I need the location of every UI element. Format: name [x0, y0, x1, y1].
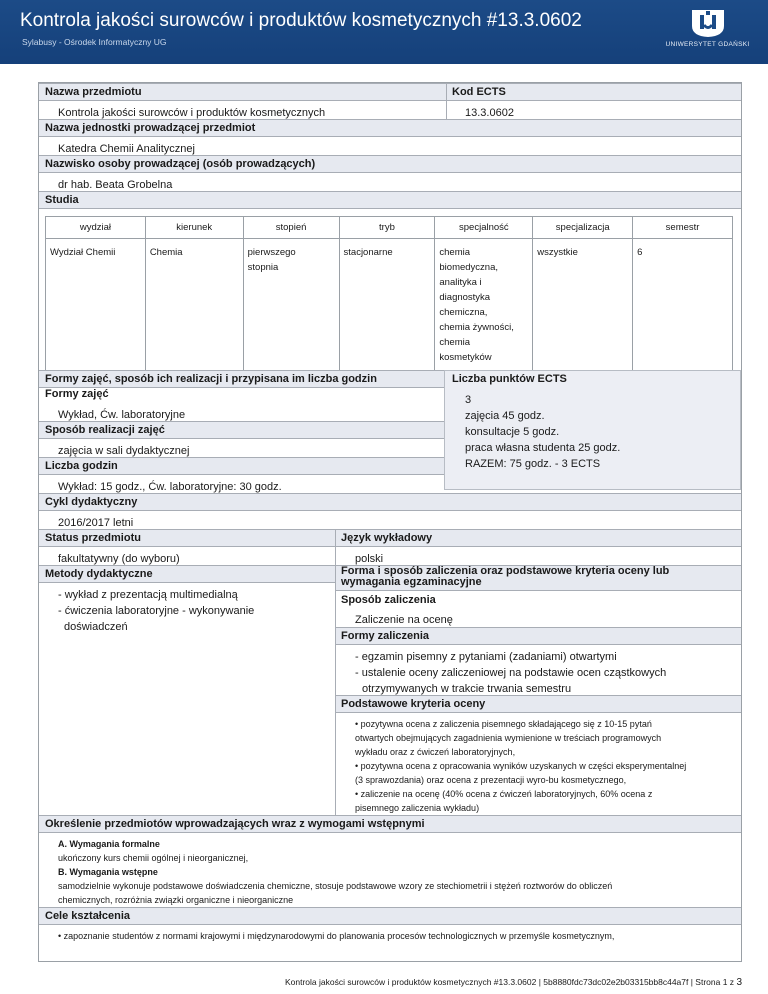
formy-zaliczenia-label: Formy zaliczenia — [341, 630, 430, 642]
university-crest-icon — [689, 8, 727, 38]
studia-row — [46, 239, 733, 379]
osoba-label: Nazwisko osoby prowadzącej (osób prowadzących) — [45, 158, 316, 170]
cell-wydzial: Wydział Chemii — [46, 239, 146, 379]
specjalnosc-line: biomedyczna, — [439, 262, 499, 273]
zaliczenie-title-line: Forma i sposób zaliczenia oraz podstawowe kryteria oceny lub — [341, 565, 670, 577]
kryteria-line: otwartych obejmujących zagadnienia wymienione w treściach programowych — [355, 733, 662, 743]
kryteria-label: Podstawowe kryteria oceny — [341, 698, 486, 710]
studia-header-row — [46, 217, 733, 239]
cell-kierunek: Chemia — [145, 239, 243, 379]
page-footer — [285, 977, 742, 988]
col-specjalizacja: specjalizacja — [533, 217, 633, 239]
specjalnosc-line: chemia żywności, — [439, 322, 514, 333]
cell-tryb: stacjonarne — [339, 239, 435, 379]
godziny-label: Liczba godzin — [45, 460, 118, 472]
col-wydzial: wydział — [46, 217, 146, 239]
cell-stopien — [243, 239, 339, 379]
specjalnosc-line: analityka i — [439, 277, 482, 288]
university-logo — [665, 8, 750, 56]
zaliczenie-title — [341, 566, 669, 588]
kod-ects-value: 13.3.0602 — [465, 107, 514, 119]
jednostka-label: Nazwa jednostki prowadzącej przedmiot — [45, 122, 256, 134]
ects-label: Liczba punktów ECTS — [452, 373, 567, 385]
cell-specjalnosc — [435, 239, 533, 379]
cykl-header-bar — [39, 493, 741, 511]
sposob-zaliczenia-label: Sposób zaliczenia — [341, 594, 436, 606]
col-stopien: stopień — [243, 217, 339, 239]
osoba-value: dr hab. Beata Grobelna — [58, 179, 173, 191]
formy-title: Formy zajęć, sposób ich realizacji i przypisana im liczba godzin — [45, 373, 377, 385]
specjalnosc-line: chemia — [439, 337, 471, 348]
ects-line: RAZEM: 75 godz. - 3 ECTS — [465, 458, 601, 470]
status-label: Status przedmiotu — [45, 532, 141, 544]
stopien-line: stopnia — [247, 262, 279, 273]
ects-line: konsultacje 5 godz. — [465, 426, 560, 438]
specjalnosc-line: kosmetyków — [439, 352, 492, 363]
jezyk-label: Język wykładowy — [341, 532, 433, 544]
stopien-line: pierwszego — [247, 247, 296, 258]
wymagania-b-line: chemicznych, rozróżnia związki organiczne i nieorganiczne — [58, 895, 294, 905]
university-logo-text: UNIWERSYTET GDAŃSKI — [665, 41, 750, 48]
studia-table — [45, 216, 733, 379]
formy-zaliczenia-line: - ustalenie oceny zaliczeniowej na podstawie ocen cząstkowych — [355, 667, 667, 679]
specjalnosc-line: chemiczna, — [439, 307, 488, 318]
specjalnosc-line: chemia — [439, 247, 471, 258]
specjalnosc-line: diagnostyka — [439, 292, 491, 303]
sposob-value: zajęcia w sali dydaktycznej — [58, 445, 190, 457]
kod-divider — [446, 83, 447, 119]
sposob-zaliczenia-value: Zaliczenie na ocenę — [355, 614, 453, 626]
col-kierunek: kierunek — [145, 217, 243, 239]
cell-semestr: 6 — [633, 239, 733, 379]
footer-text: Kontrola jakości surowców i produktów kosmetycznych #13.3.0602 | 5b8880fdc73dc02e2b03315bb8c44a7f | Strona 1 z — [284, 977, 735, 987]
formy-zajec-label: Formy zajęć — [45, 388, 109, 400]
cykl-value: 2016/2017 letni — [58, 517, 134, 529]
zaliczenie-title-line: wymagania egzaminacyjne — [341, 576, 482, 588]
formy-zajec-value: Wykład, Ćw. laboratoryjne — [58, 409, 186, 421]
cele-line: • zapoznanie studentów z normami krajowymi i międzynarodowymi do planowania procesów technologicznych w przemyśle kosmetycznym, — [58, 931, 615, 941]
jednostka-value: Katedra Chemii Analitycznej — [58, 143, 195, 155]
nazwa-value: Kontrola jakości surowców i produktów kosmetycznych — [58, 107, 326, 119]
kryteria-line: (3 sprawozdania) oraz ocena z prezentacji wyro-bu kosmetycznego, — [355, 775, 627, 785]
cykl-label: Cykl dydaktyczny — [45, 496, 138, 508]
formy-zaliczenia-line: otrzymywanych w trakcie trwania semestru — [362, 683, 572, 695]
kryteria-line: • pozytywna ocena z zaliczenia pisemnego składającego się z 10-15 pytań — [355, 719, 652, 729]
formy-zaliczenia-line: - egzamin pisemny z pytaniami (zadaniami) otwartymi — [355, 651, 617, 663]
sposob-label: Sposób realizacji zajęć — [45, 424, 165, 436]
cele-label: Cele kształcenia — [45, 910, 130, 922]
footer-page-total: 3 — [736, 977, 742, 988]
page-header — [0, 0, 768, 64]
wymagania-b-label: B. Wymagania wstępne — [58, 867, 158, 877]
kryteria-line: pisemnego zaliczenia wykładu) — [355, 803, 480, 813]
ects-value: 3 — [465, 394, 472, 406]
godziny-value: Wykład: 15 godz., Ćw. laboratoryjne: 30 godz. — [58, 481, 282, 493]
kod-ects-label: Kod ECTS — [452, 86, 506, 98]
kryteria-line: • zaliczenie na ocenę (40% ocena z ćwiczeń laboratoryjnych, 60% ocena z — [355, 789, 653, 799]
studia-label: Studia — [45, 194, 79, 206]
metody-line: - ćwiczenia laboratoryjne - wykonywanie — [58, 605, 255, 617]
jezyk-value: polski — [355, 553, 384, 565]
ects-line: zajęcia 45 godz. — [465, 410, 545, 422]
cele-header-bar — [39, 907, 741, 925]
col-semestr: semestr — [633, 217, 733, 239]
wymagania-title: Określenie przedmiotów wprowadzających wraz z wymogami wstępnymi — [45, 818, 425, 830]
col-specjalnosc: specjalność — [435, 217, 533, 239]
status-value: fakultatywny (do wyboru) — [58, 553, 180, 565]
page-subtitle: Sylabusy - Ośrodek Informatyczny UG — [22, 37, 167, 47]
wymagania-a-label: A. Wymagania formalne — [58, 839, 160, 849]
col-tryb: tryb — [339, 217, 435, 239]
kryteria-line: • pozytywna ocena z opracowania wyników uzyskanych w części eksperymentalnej — [355, 761, 687, 771]
metody-line: doświadczeń — [64, 621, 128, 633]
page-title: Kontrola jakości surowców i produktów kosmetycznych #13.3.0602 — [20, 10, 582, 31]
nazwa-header-bar — [39, 83, 741, 101]
nazwa-label: Nazwa przedmiotu — [45, 86, 142, 98]
ects-line: praca własna studenta 25 godz. — [465, 442, 621, 454]
kryteria-line: wykładu oraz z ćwiczeń laboratoryjnych, — [355, 747, 516, 757]
studia-header-bar — [39, 191, 741, 209]
cell-specjalizacja: wszystkie — [533, 239, 633, 379]
wymagania-a-value: ukończony kurs chemii ogólnej i nieorganicznej, — [58, 853, 249, 863]
metody-label: Metody dydaktyczne — [45, 568, 153, 580]
wymagania-b-line: samodzielnie wykonuje podstawowe doświadczenia chemiczne, stosuje podstawowe wzory ze stechiometrii i stężeń roztworów do obliczeń — [58, 881, 613, 891]
metody-line: - wykład z prezentacją multimedialną — [58, 589, 238, 601]
